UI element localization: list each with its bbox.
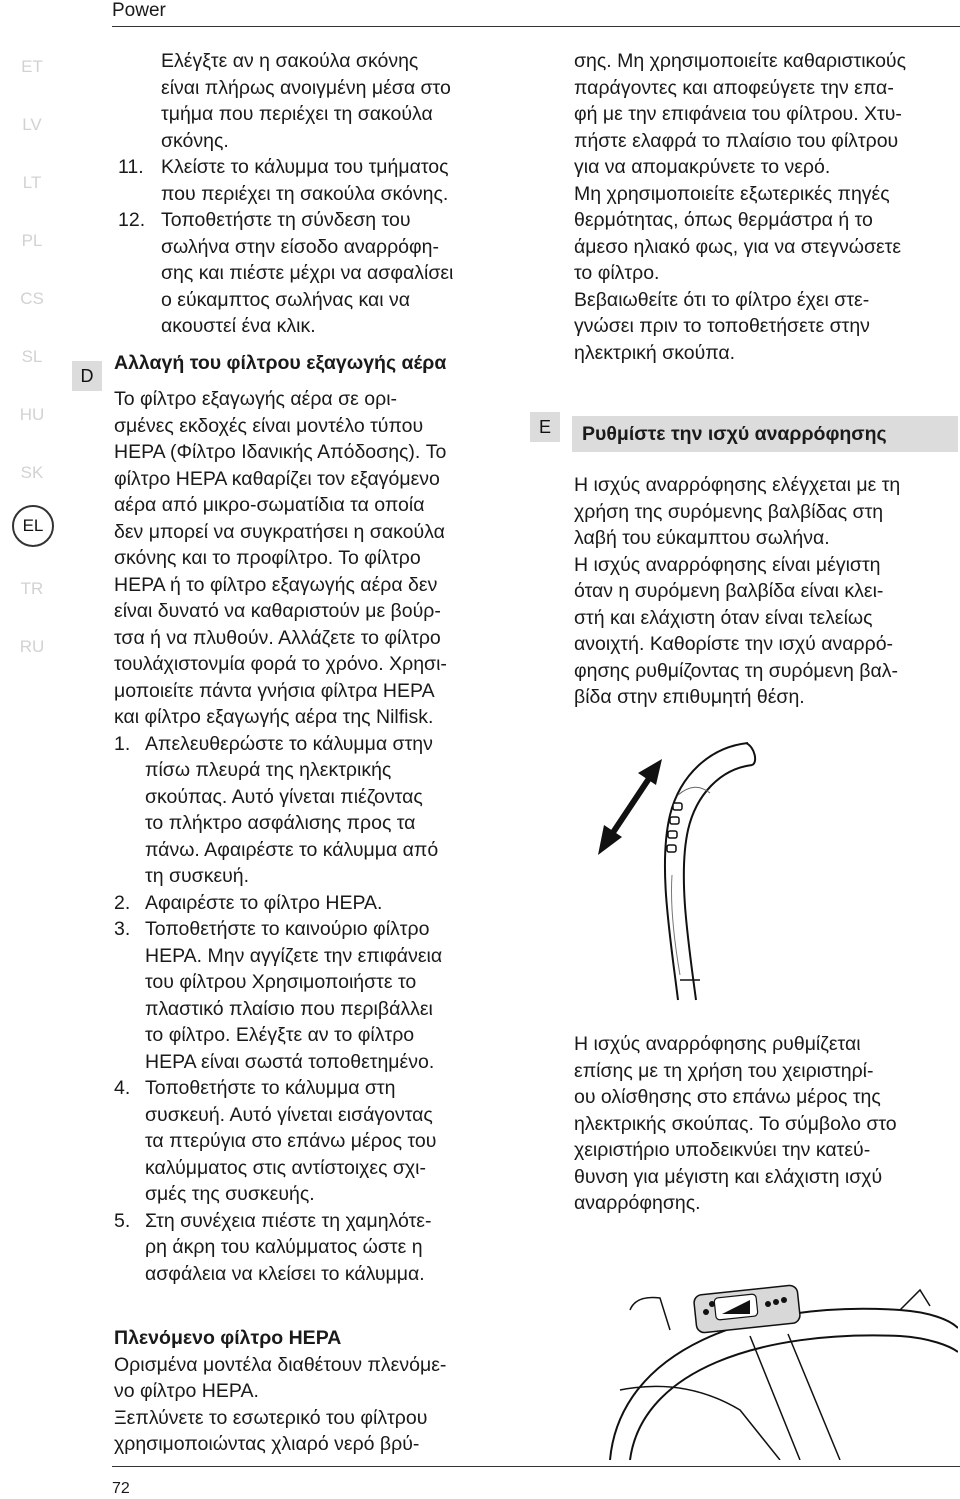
text-line: που περιέχει τη σακούλα σκόνης. bbox=[161, 182, 449, 205]
text-line: Τοποθετήστε τη σύνδεση του bbox=[161, 209, 411, 231]
intro-paragraph bbox=[114, 48, 514, 154]
lang-tab-ru[interactable]: RU bbox=[19, 637, 45, 656]
text-line: σμές της συσκευής. bbox=[145, 1183, 315, 1205]
running-header: Power bbox=[112, 0, 166, 21]
text-line: δεν μπορεί να συγκρατήσει η σακούλα bbox=[114, 520, 445, 543]
text-line: ου ολίσθησης στο επάνω μέρος της bbox=[574, 1086, 881, 1108]
text-line: τμήμα που περιέχει τη σακούλα bbox=[161, 103, 433, 125]
text-line: το φίλτρο. bbox=[574, 262, 660, 284]
step-number: 1. bbox=[114, 732, 131, 755]
text-line: άμεσο ηλιακό φως, για να στεγνώσετε bbox=[574, 235, 902, 258]
footer-rule bbox=[112, 1466, 960, 1467]
text-line: φησης ρυθμίζοντας τη συρόμενη βαλ- bbox=[574, 659, 899, 682]
text-line: για να απομακρύνετε το νερό. bbox=[574, 156, 831, 178]
text-line: το φίλτρο. Ελέγξτε αν το φίλτρο bbox=[145, 1024, 415, 1046]
text-line: τουλάχιστονμία φορά το χρόνο. Χρησι- bbox=[114, 653, 447, 675]
text-line: HEPA ή το φίλτρο εξαγωγής αέρα δεν bbox=[114, 573, 438, 596]
text-line: σης. Μη χρησιμοποιείτε καθαριστικούς bbox=[574, 50, 906, 72]
text-line: το πλήκτρο ασφάλισης προς τα bbox=[145, 812, 416, 834]
text-line: συσκευή. Αυτό γίνεται εισάγοντας bbox=[145, 1103, 433, 1126]
text-line: σκόνης. bbox=[161, 129, 229, 152]
text-line: πλαστικό πλαίσιο που περιβάλλει bbox=[145, 997, 433, 1020]
text-line: Κλείστε το κάλυμμα του τμήματος bbox=[161, 156, 449, 178]
lang-tab-tr[interactable]: TR bbox=[20, 579, 44, 598]
lang-tab-sl[interactable]: SL bbox=[21, 347, 43, 366]
lang-tab-et[interactable]: ET bbox=[21, 57, 43, 76]
text-line: Ελέγξτε αν η σακούλα σκόνης bbox=[161, 50, 419, 72]
text-line: Βεβαιωθείτε ότι το φίλτρο έχει στε- bbox=[574, 288, 870, 311]
text-line: παράγοντες και αποφεύγετε την επα- bbox=[574, 76, 894, 99]
step-4 bbox=[114, 1075, 514, 1208]
vacuum-top-illustration bbox=[600, 1270, 958, 1460]
text-line: πάνω. Αφαιρέστε το κάλυμμα από bbox=[145, 838, 439, 861]
text-line: Αφαιρέστε το φίλτρο HEPA. bbox=[145, 891, 383, 914]
text-line: φή με την επιφάνεια του φίλτρου. Χτυ- bbox=[574, 103, 902, 125]
text-line: τσα ή να πλυθούν. Αλλάζετε το φίλτρο bbox=[114, 626, 441, 649]
text-line: τη συσκευή. bbox=[145, 865, 250, 887]
lang-tab-cs[interactable]: CS bbox=[20, 289, 44, 308]
text-line: του φίλτρου Χρησιμοποιήστε το bbox=[145, 971, 417, 993]
text-line: ακουστεί ένα κλικ. bbox=[161, 315, 316, 337]
page-number: 72 bbox=[112, 1480, 130, 1497]
text-line: σωλήνα στην είσοδο αναρρόφη- bbox=[161, 235, 440, 258]
hose-handle-illustration bbox=[570, 725, 760, 1010]
lang-tab-el-active[interactable]: EL bbox=[12, 505, 54, 547]
text-line: ρη άκρη του καλύμματος ώστε η bbox=[145, 1236, 423, 1258]
text-line: ηλεκτρικής σκούπας. Το σύμβολο στο bbox=[574, 1112, 897, 1135]
section-tag-d: D bbox=[72, 361, 102, 391]
step-11 bbox=[114, 154, 514, 207]
step-number: 3. bbox=[114, 918, 131, 940]
text-line: Τοποθετήστε το καινούριο φίλτρο bbox=[145, 918, 430, 940]
lang-tab-pl[interactable]: PL bbox=[21, 231, 43, 250]
text-line: μοποιείτε πάντα γνήσια φίλτρα HEPA bbox=[114, 679, 435, 702]
text-line: γνώσει πριν το τοποθετήσετε στην bbox=[574, 315, 870, 337]
text-line: αέρα από μικρο-σωματίδια τα οποία bbox=[114, 494, 425, 516]
section-heading-washable-filter: Πλενόμενο φίλτρο HEPA bbox=[114, 1327, 342, 1349]
step-1 bbox=[114, 731, 514, 890]
text-line: βίδα στην επιθυμητή θέση. bbox=[574, 686, 805, 708]
text-line: χειριστήριο υποδεικνύει την κατεύ- bbox=[574, 1139, 871, 1161]
text-line: στή και ελάχιστη όταν είναι τελείως bbox=[574, 606, 873, 629]
lang-tab-lv[interactable]: LV bbox=[22, 115, 42, 134]
text-line: καλύμματος στις αντίστοιχες σχι- bbox=[145, 1156, 426, 1179]
section-heading-suction-power: Ρυθμίστε την ισχύ αναρρόφησης bbox=[572, 416, 958, 452]
text-line: είναι πλήρως ανοιγμένη μέσα στο bbox=[161, 76, 451, 99]
suction-paragraph bbox=[574, 472, 959, 711]
text-line: νο φίλτρο HEPA. bbox=[114, 1380, 259, 1402]
text-line: Απελευθερώστε το κάλυμμα στην bbox=[145, 732, 433, 755]
step-number: 5. bbox=[114, 1209, 131, 1232]
text-line: τα πτερύγια στο επάνω μέρος του bbox=[145, 1130, 437, 1152]
text-line: χρήση της συρόμενης βαλβίδας στη bbox=[574, 500, 884, 523]
text-line: και φίλτρο εξαγωγής αέρα της Nilfisk. bbox=[114, 706, 434, 728]
step-number: 11. bbox=[118, 156, 144, 178]
text-line: Η ισχύς αναρρόφησης ελέγχεται με τη bbox=[574, 474, 901, 496]
text-line: Τοποθετήστε το κάλυμμα στη bbox=[145, 1077, 396, 1099]
text-line: Η ισχύς αναρρόφησης είναι μέγιστη bbox=[574, 553, 881, 576]
text-line: ο εύκαμπτος σωλήνας και να bbox=[161, 288, 411, 311]
text-line: Η ισχύς αναρρόφησης ρυθμίζεται bbox=[574, 1033, 861, 1055]
text-line: χρησιμοποιώντας χλιαρό νερό βρύ- bbox=[114, 1433, 420, 1455]
text-line: πήστε ελαφρά το πλαίσιο του φίλτρου bbox=[574, 129, 899, 152]
step-number: 2. bbox=[114, 891, 131, 914]
text-line: ανοιχτή. Καθορίστε την ισχύ αναρρό- bbox=[574, 633, 894, 655]
text-line: Μη χρησιμοποιείτε εξωτερικές πηγές bbox=[574, 182, 890, 205]
text-line: ασφάλεια να κλείσει το κάλυμμα. bbox=[145, 1262, 425, 1285]
text-line: σης και πιέστε μέχρι να ασφαλίσει bbox=[161, 262, 454, 284]
text-line: σκούπας. Αυτό γίνεται πιέζοντας bbox=[145, 785, 423, 808]
text-line: όταν η συρόμενη βαλβίδα είναι κλει- bbox=[574, 580, 884, 602]
text-line: HEPA είναι σωστά τοποθετημένο. bbox=[145, 1050, 435, 1073]
text-line: Ορισμένα μοντέλα διαθέτουν πλενόμε- bbox=[114, 1353, 447, 1376]
header-rule bbox=[112, 26, 960, 27]
lang-tab-hu[interactable]: HU bbox=[19, 405, 45, 424]
step-5 bbox=[114, 1208, 514, 1288]
text-line: αναρρόφησης. bbox=[574, 1192, 701, 1214]
text-line: σκόνης και το προφίλτρο. Το φίλτρο bbox=[114, 547, 421, 569]
text-line: ηλεκτρική σκούπα. bbox=[574, 341, 736, 364]
slide-control-icon bbox=[693, 1285, 800, 1334]
washable-filter-paragraph bbox=[114, 1352, 514, 1458]
section-heading-exhaust-filter: Αλλαγή του φίλτρου εξαγωγής αέρα bbox=[114, 351, 447, 374]
text-line: επίσης με τη χρήση του χειριστηρί- bbox=[574, 1059, 874, 1082]
lang-tab-sk[interactable]: SK bbox=[20, 463, 44, 482]
left-column bbox=[114, 48, 514, 1458]
text-line: πίσω πλευρά της ηλεκτρικής bbox=[145, 759, 392, 781]
text-line: HEPA. Μην αγγίζετε την επιφάνεια bbox=[145, 944, 443, 967]
step-number: 12. bbox=[118, 209, 146, 231]
slide-control-paragraph bbox=[574, 1031, 959, 1217]
right-column bbox=[574, 48, 959, 366]
text-line: Το φίλτρο εξαγωγής αέρα σε ορι- bbox=[114, 388, 398, 410]
step-3 bbox=[114, 916, 514, 1075]
text-line: λαβή του εύκαμπτου σωλήνα. bbox=[574, 527, 830, 549]
text-line: φίλτρο HEPA καθαρίζει τον εξαγόμενο bbox=[114, 467, 440, 490]
step-12 bbox=[114, 207, 514, 340]
text-line: σμένες εκδοχές είναι μοντέλο τύπου bbox=[114, 414, 424, 437]
text-line: HEPA (Φίλτρο Ιδανικής Απόδοσης). Το bbox=[114, 441, 447, 463]
section-tag-e: E bbox=[530, 412, 560, 442]
text-line: είναι δυνατό να καθαριστούν με βούρ- bbox=[114, 600, 441, 622]
text-line: θερμότητας, όπως θερμάστρα ή το bbox=[574, 209, 873, 231]
drying-paragraph bbox=[574, 48, 959, 366]
text-line: Ξεπλύνετε το εσωτερικό του φίλτρου bbox=[114, 1406, 428, 1429]
text-line: Στη συνέχεια πιέστε τη χαμηλότε- bbox=[145, 1209, 432, 1232]
text-line: θυνση για μέγιστη και ελάχιστη ισχύ bbox=[574, 1165, 883, 1188]
exhaust-filter-paragraph bbox=[114, 386, 514, 731]
step-2 bbox=[114, 890, 514, 917]
double-arrow-icon bbox=[598, 759, 662, 855]
step-number: 4. bbox=[114, 1077, 131, 1099]
lang-tab-lt[interactable]: LT bbox=[22, 173, 42, 192]
